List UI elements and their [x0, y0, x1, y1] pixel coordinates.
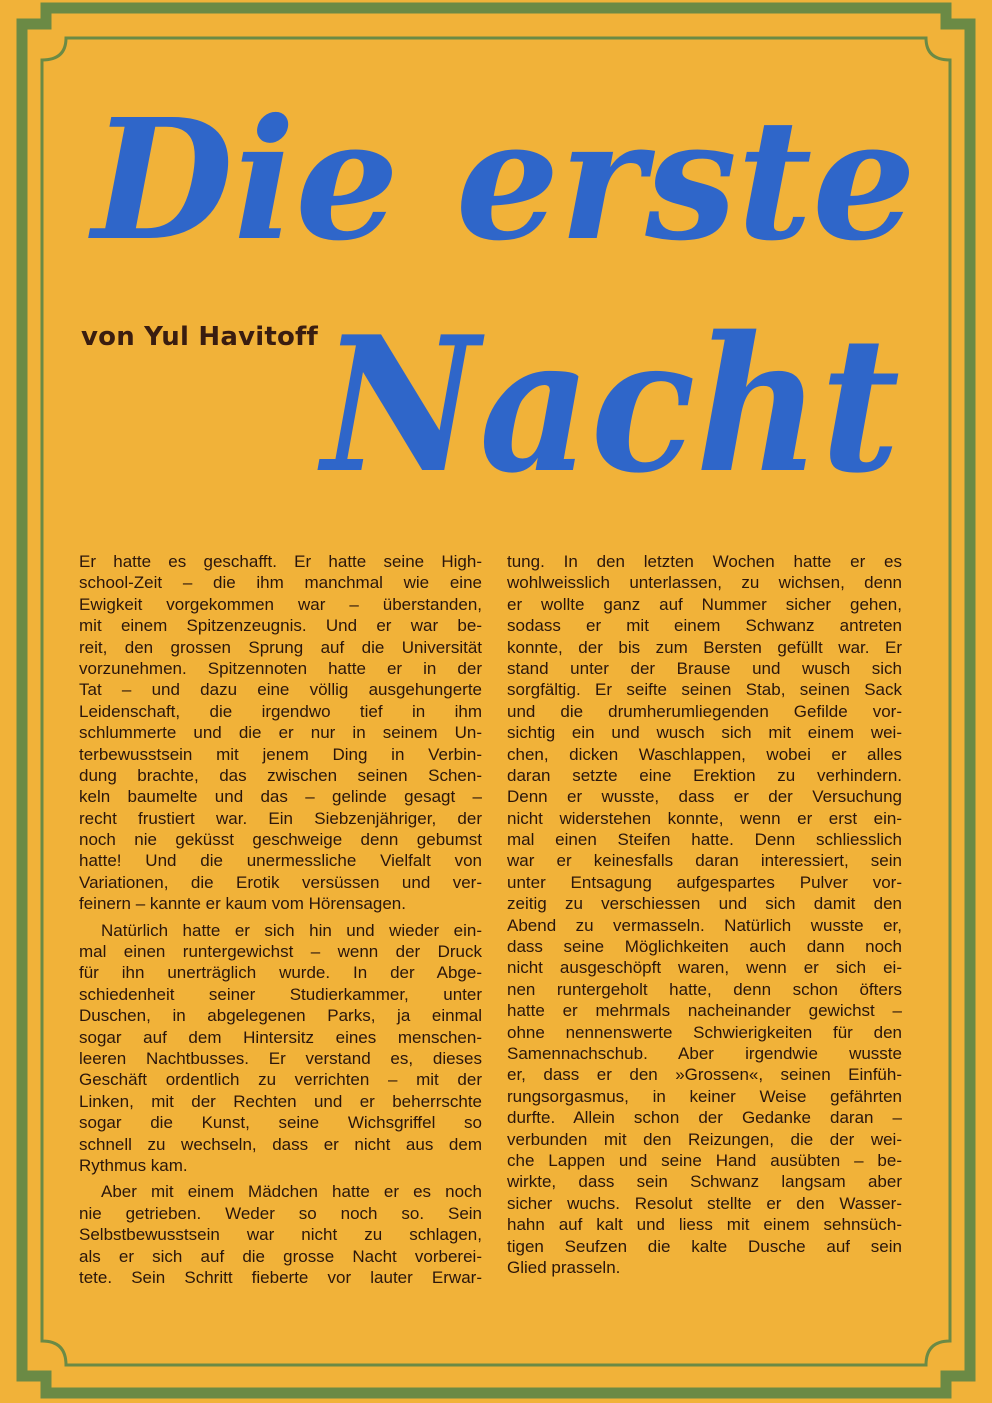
article-text-line: rungsorgasmus, in keiner Weise gefährten	[507, 1086, 902, 1106]
article-text-line: tigen Seufzen die kalte Dusche auf sein	[507, 1236, 902, 1256]
article-text-line: nie getrieben. Weder so noch so. Sein	[79, 1203, 482, 1223]
article-text-line: Samennachschub. Aber irgendwie wusste	[507, 1043, 902, 1063]
article-text-line: sodass er mit einem Schwanz antreten	[507, 616, 902, 636]
article-text-line: schlummerte und die er nur in seinem Un-	[79, 723, 482, 743]
article-text-line: hahn auf kalt und liess mit einem sehnsüch-	[507, 1215, 902, 1235]
article-text-line: Variationen, die Erotik versüssen und ver-	[79, 872, 482, 892]
article-text-line: Tat – und dazu eine völlig ausgehungerte	[79, 680, 482, 700]
article-text-line: wohlweisslich unterlassen, zu wichsen, denn	[507, 573, 902, 593]
article-text-line: terbewusstsein mit jenem Ding in Verbin-	[79, 744, 482, 764]
article-text-line: wirkte, dass sein Schwanz langsam aber	[507, 1172, 902, 1192]
article-text-line: nen runtergeholt hatte, denn schon öfters	[507, 979, 902, 999]
title-line-1: Die erste	[88, 83, 916, 278]
article-text-line: dass seine Möglichkeiten auch dann noch	[507, 937, 902, 957]
article-text-line: sicher wuchs. Resolut stellte er den Wasser-	[507, 1193, 902, 1213]
article-text-line: schnell zu wechseln, dass er nicht aus dem	[79, 1134, 482, 1154]
article-column-left	[79, 551, 482, 1288]
author-byline: von Yul Havitoff	[81, 322, 319, 352]
article-text-line: mal einen runtergewichst – wenn der Druck	[79, 942, 482, 962]
article-text-line: sogar die Kunst, seine Wichsgriffel so	[79, 1113, 482, 1133]
article-text-line: mit einem Spitzenzeugnis. Und er war be-	[79, 616, 482, 636]
article-text-line: Duschen, in abgelegenen Parks, ja einmal	[79, 1006, 482, 1026]
article-text-line: Rythmus kam.	[79, 1155, 188, 1175]
article-text-line: Selbstbewusstsein war nicht zu schlagen,	[79, 1225, 482, 1245]
article-text-line: mal einen Steifen hatte. Denn schliesslich	[507, 830, 902, 850]
article-text-line: school-Zeit – die ihm manchmal wie eine	[79, 573, 482, 593]
article-text-line: Er hatte es geschafft. Er hatte seine High-	[79, 552, 482, 571]
article-text-line: reit, den grossen Sprung auf die Universität	[79, 637, 482, 657]
article-text-line: war er keinesfalls daran interessiert, sein	[507, 851, 902, 871]
article-text-line: hatte! Und die unermessliche Vielfalt von	[79, 851, 482, 871]
article-text-line: leeren Nachtbusses. Er verstand es, dieses	[79, 1048, 482, 1068]
article-text-line: sorgfältig. Er seifte seinen Stab, seinen Sack	[507, 680, 902, 700]
article-text-line: tete. Sein Schritt fieberte vor lauter Erwar-	[79, 1267, 482, 1287]
article-text-line: schiedenheit seiner Studierkammer, unter	[79, 984, 482, 1004]
article-text-line: unter Entsagung aufgespartes Pulver vor-	[507, 872, 902, 892]
article-text-line: Glied prasseln.	[507, 1257, 621, 1277]
article-text-line: stand unter der Brause und wusch sich	[507, 658, 902, 678]
article-text-line: vorzunehmen. Spitzennoten hatte er in der	[79, 658, 482, 678]
article-text-line: nicht ausgeschöpft waren, wenn er sich ei-	[507, 958, 902, 978]
article-text-line: Denn er wusste, dass er der Versuchung	[507, 787, 902, 807]
article-text-line: er wollte ganz auf Nummer sicher gehen,	[507, 594, 902, 614]
article-text-line: che Lappen und seine Hand ausübten – be-	[507, 1150, 902, 1170]
title-line-2: Nacht	[317, 295, 900, 514]
article-text-line: sichtig ein und wusch sich mit einem wei-	[507, 723, 902, 743]
article-text-line: Aber mit einem Mädchen hatte er es noch	[101, 1182, 482, 1202]
article-text-line: Linken, mit der Rechten und er beherrschte	[79, 1091, 482, 1111]
article-text-line: nicht widerstehen konnte, wenn er erst ein-	[507, 808, 902, 828]
article-text-line: Natürlich hatte er sich hin und wieder ein-	[101, 920, 482, 940]
article-text-line: sogar auf dem Hintersitz eines menschen-	[79, 1027, 482, 1047]
article-text-line: als er sich auf die grosse Nacht vorberei-	[79, 1246, 482, 1266]
article-text-line: verbunden mit den Reizungen, die der wei-	[507, 1129, 902, 1149]
article-text-line: Leidenschaft, die irgendwo tief in ihm	[79, 701, 482, 721]
article-text-line: dung brachte, das zwischen seinen Schen-	[79, 765, 482, 785]
article-text-line: für ihn unerträglich wurde. In der Abge-	[79, 963, 482, 983]
article-text-line: zeitig zu verschiessen und sich damit den	[507, 894, 902, 914]
article-text-line: noch nie geküsst geschweige denn gebumst	[79, 830, 482, 850]
article-text-line: keln baumelte und das – gelinde gesagt –	[79, 787, 482, 807]
article-text-line: und die drumherumliegenden Gefilde vor-	[507, 701, 902, 721]
article-text-line: er, dass er den »Grossen«, seinen Einfüh-	[507, 1065, 902, 1085]
article-column-right	[507, 551, 902, 1278]
article-text-line: daran setzte eine Erektion zu verhindern.	[507, 765, 902, 785]
article-text-line: tung. In den letzten Wochen hatte er es	[507, 552, 902, 571]
article-text-line: Abend zu vermasseln. Natürlich wusste er,	[507, 915, 902, 935]
article-text-line: chen, dicken Waschlappen, wobei er alles	[507, 744, 902, 764]
article-text-line: durfte. Allein schon der Gedanke daran –	[507, 1108, 902, 1128]
title-graphic	[0, 0, 992, 540]
article-text-line: ohne nennenswerte Schwierigkeiten für den	[507, 1022, 902, 1042]
article-text-line: recht frustiert war. Ein Siebzenjähriger, der	[79, 808, 482, 828]
article-text-line: konnte, der bis zum Bersten gefüllt war. Er	[507, 637, 902, 657]
article-text-line: Ewigkeit vorgekommen war – überstanden,	[79, 594, 482, 614]
article-text-line: hatte er mehrmals nacheinander gewichst –	[507, 1001, 902, 1021]
article-text-line: feinern – kannte er kaum vom Hörensagen.	[79, 894, 406, 914]
article-text-line: Geschäft ordentlich zu verrichten – mit der	[79, 1070, 482, 1090]
